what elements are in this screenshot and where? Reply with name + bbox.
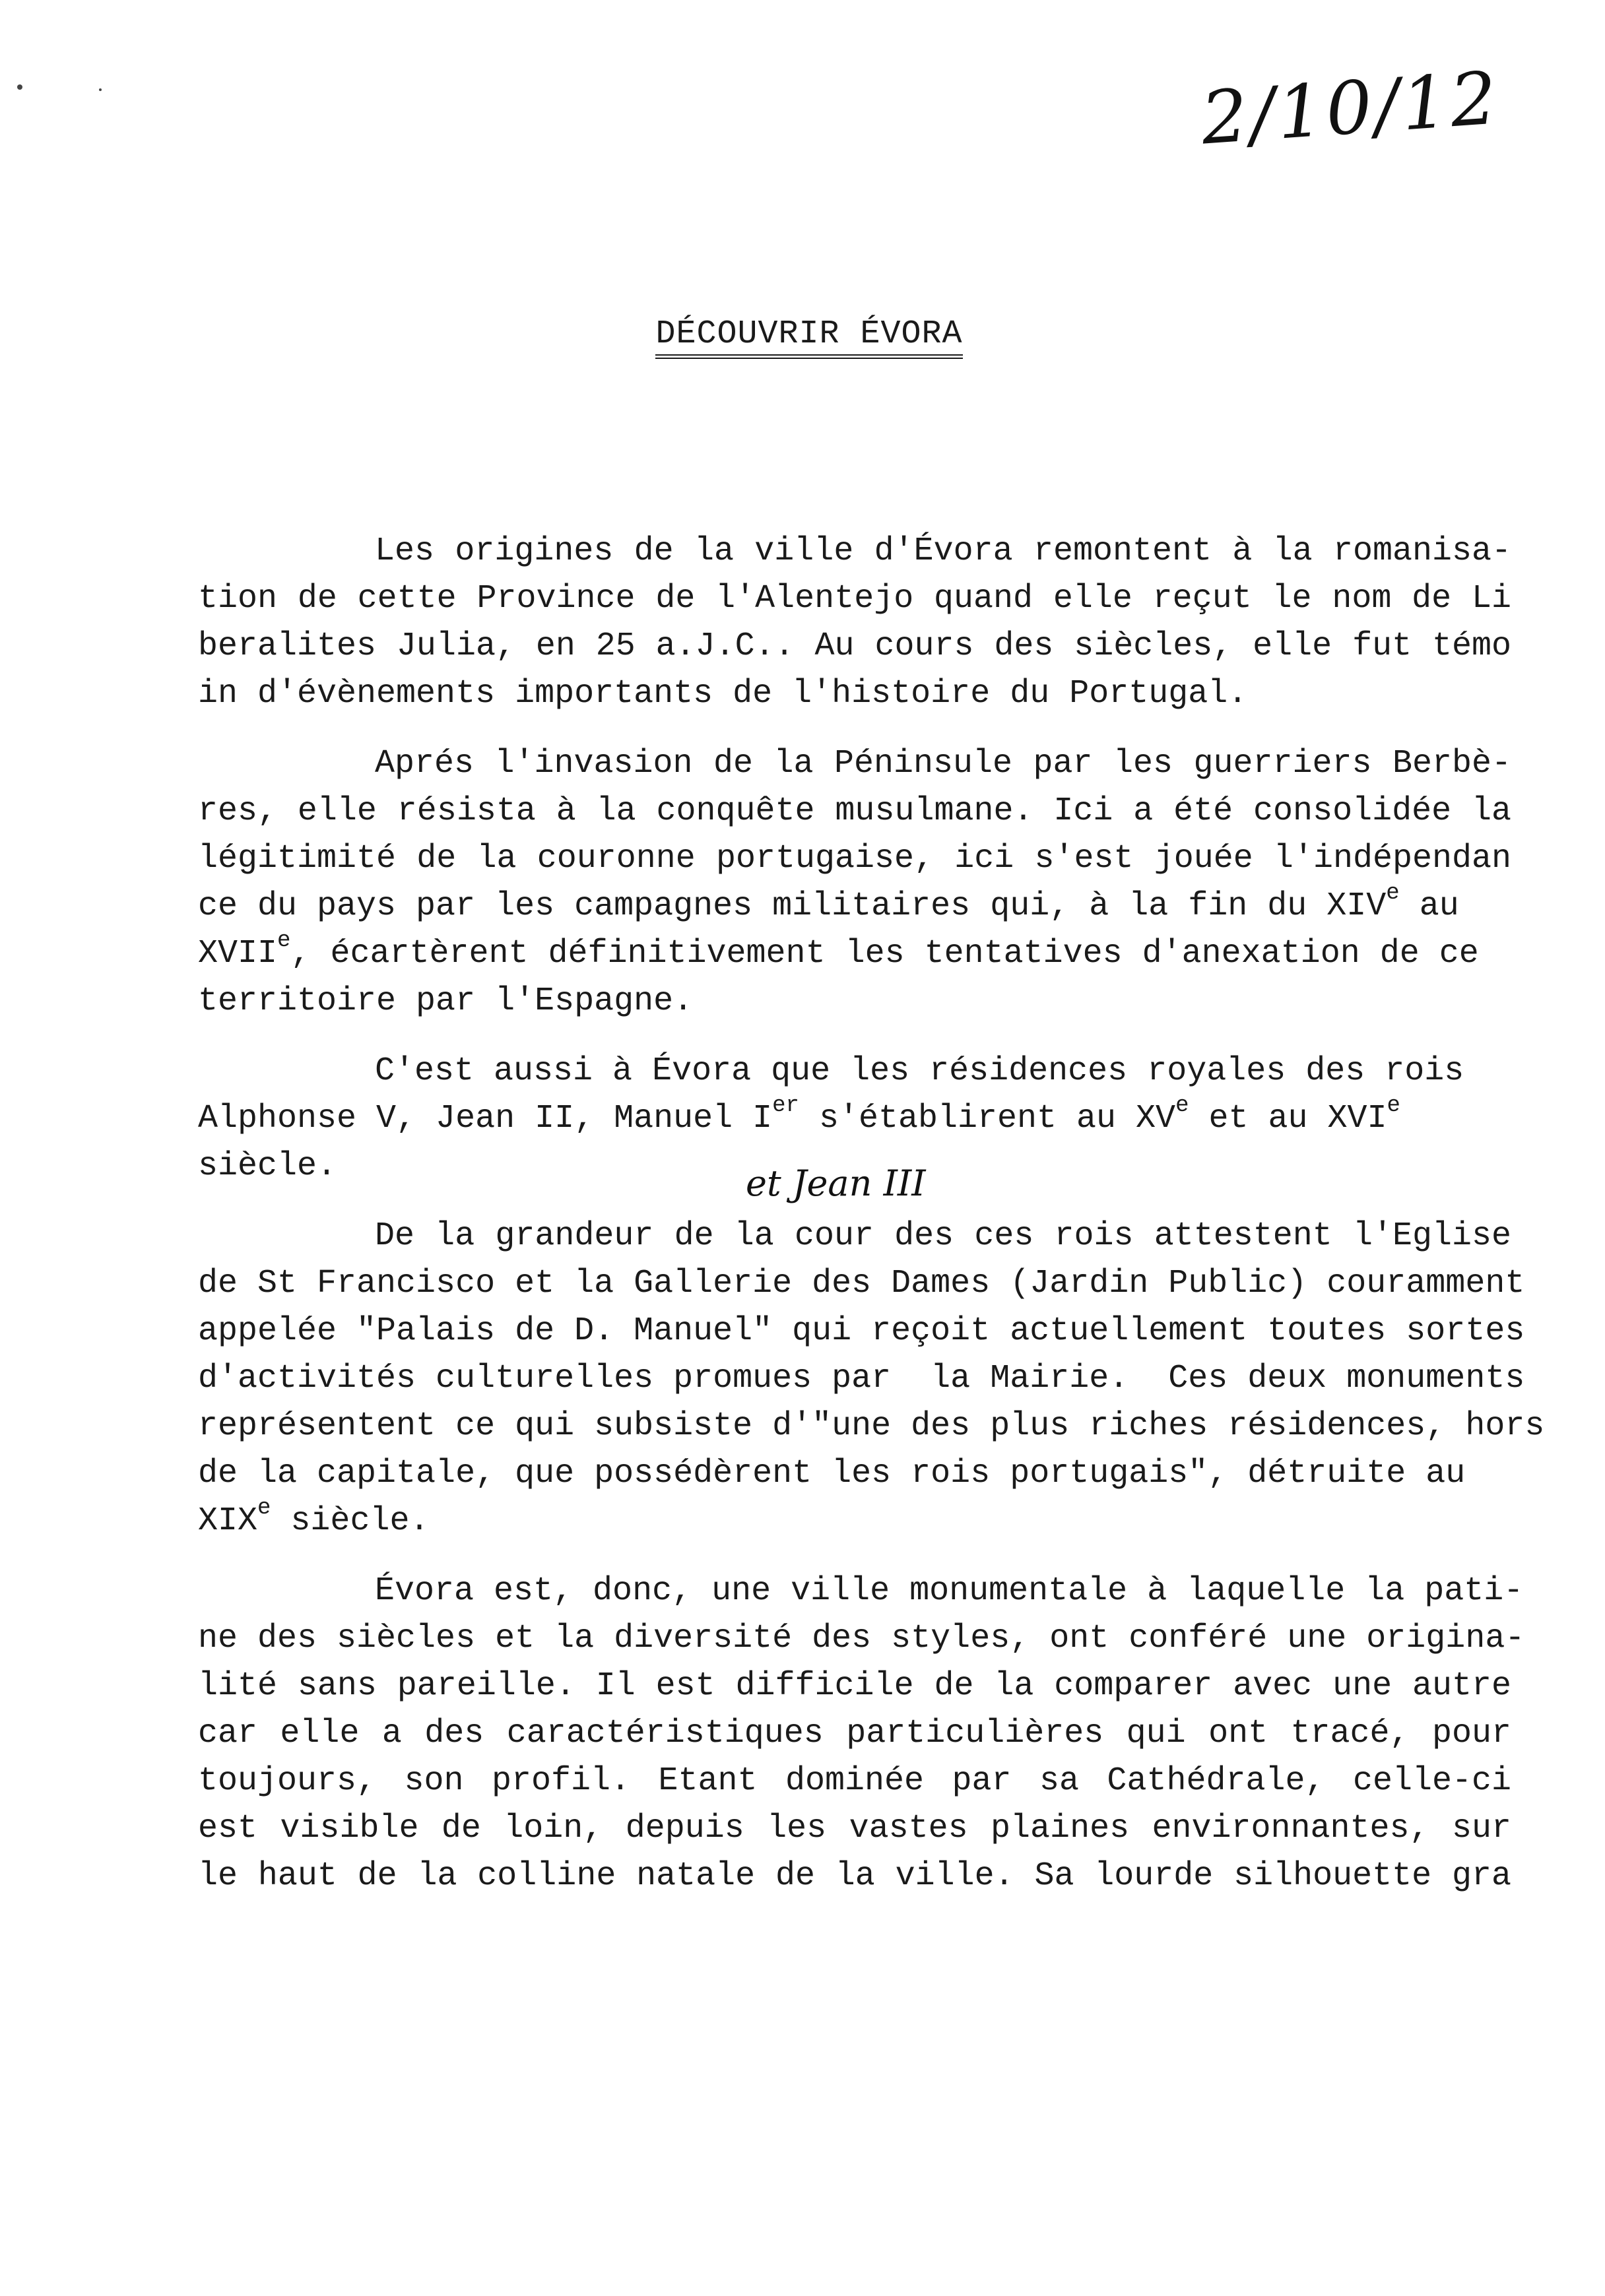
text-line: XIXe siècle. xyxy=(198,1496,430,1540)
handwritten-insert: et Jean III xyxy=(746,1163,926,1204)
text-line: de St Francisco et la Gallerie des Dames (Jardin Public) couramment xyxy=(198,1265,1525,1302)
page-title-text: DÉCOUVRIR ÉVORA xyxy=(655,315,962,359)
text-line: Aprés l'invasion de la Péninsule par les guerriers Berbè- xyxy=(375,745,1511,782)
text-line: représentent ce qui subsiste d'"une des plus riches résidences, hors xyxy=(198,1407,1545,1445)
text-line: res, elle résista à la conquête musulmane. Ici a été consolidée la xyxy=(198,792,1511,830)
text-line: d'activités culturelles promues par la Mairie. Ces deux monuments xyxy=(198,1360,1525,1397)
text-line: car elle a des caractéristiques particulières qui ont tracé, pour xyxy=(198,1715,1511,1752)
text-line: Évora est, donc, une ville monumentale à laquelle la pati- xyxy=(375,1572,1524,1610)
handwritten-date: 2/10/12 xyxy=(1198,55,1502,161)
text-line: appelée "Palais de D. Manuel" qui reçoit actuellement toutes sortes xyxy=(198,1312,1525,1350)
paragraph-4 xyxy=(198,1213,1545,1545)
text-line: de la capitale, que possédèrent les rois portugais", détruite au xyxy=(198,1455,1466,1492)
text-line: territoire par l'Espagne. xyxy=(198,982,694,1020)
text-line: le haut de la colline natale de la ville. Sa lourde silhouette gra xyxy=(198,1857,1511,1895)
text-line: beralites Julia, en 25 a.J.C.. Au cours des siècles, elle fut témo xyxy=(198,627,1511,665)
text-line: XVIIe, écartèrent définitivement les tentatives d'anexation de ce xyxy=(198,928,1479,973)
page-title xyxy=(0,315,1605,359)
text-line: est visible de loin, depuis les vastes plaines environnantes, sur xyxy=(198,1810,1511,1847)
scan-speck xyxy=(99,88,102,91)
text-line: légitimité de la couronne portugaise, ici s'est jouée l'indépendan xyxy=(198,840,1511,877)
text-line: tion de cette Province de l'Alentejo quand elle reçut le nom de Li xyxy=(198,580,1511,618)
scan-speck xyxy=(17,84,22,90)
text-line: lité sans pareille. Il est difficile de la comparer avec une autre xyxy=(198,1667,1511,1705)
body-text xyxy=(198,528,1545,1923)
text-line: Alphonse V, Jean II, Manuel Ier s'établirent au XVe et au XVIe xyxy=(198,1093,1400,1137)
text-line: Les origines de la ville d'Évora remontent à la romanisa- xyxy=(375,532,1511,570)
text-line: toujours, son profil. Etant dominée par sa Cathédrale, celle-ci xyxy=(198,1762,1511,1800)
paragraph-1 xyxy=(198,528,1511,718)
text-line: ne des siècles et la diversité des styles, ont conféré une origina- xyxy=(198,1620,1525,1657)
text-line: ce du pays par les campagnes militaires qui, à la fin du XIVe au xyxy=(198,881,1459,925)
text-line: in d'évènements importants de l'histoire du Portugal. xyxy=(198,675,1248,713)
text-line: De la grandeur de la cour des ces rois attestent l'Eglise xyxy=(375,1217,1511,1255)
text-line: siècle. xyxy=(198,1147,337,1185)
text-line: C'est aussi à Évora que les résidences royales des rois xyxy=(375,1052,1464,1090)
paragraph-5 xyxy=(198,1568,1525,1900)
paragraph-2 xyxy=(198,740,1511,1025)
